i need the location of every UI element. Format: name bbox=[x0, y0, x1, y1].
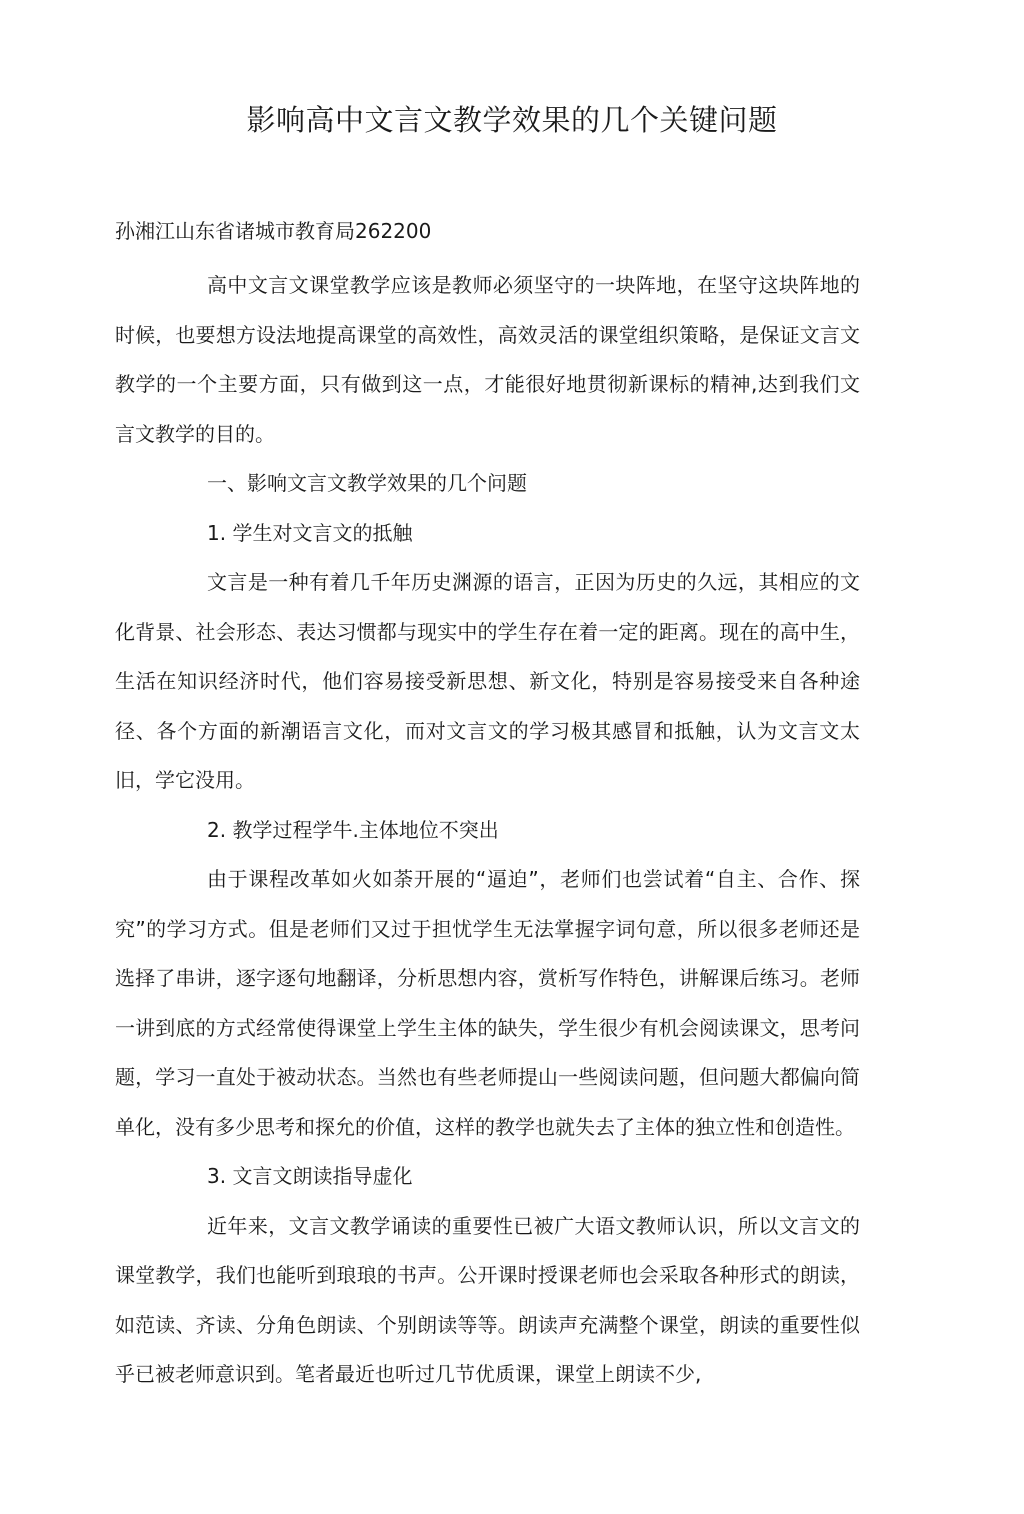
paragraph-2: 由于课程改革如火如荼开展的“逼迫”，老师们也尝试着“自主、合作、探究”的学习方式。伹是老师们又过于担忧学生无法掌握字词句意，所以很多老师还是选择了串讲，逐字逐句地翻译，分析思想内容，赏析写作特色，讲解课后练习。老师一讲到底的方式经常使得课堂上学生主体的缺失，学生很少有机会阅读课文，思考问题，学习一直处于被动状态。当然也有些老师提山一些阅读问题，但问题大都偏向简单化，没有多少思考和探允的价值，这样的教学也就失去了主体的独立性和创造性。 bbox=[115, 867, 860, 1139]
subsection-heading-2: 2. 教学过程学牛.主体地位不突出 bbox=[207, 817, 499, 842]
intro-paragraph: 高中文言文课堂教学应该是教师必须坚守的一块阵地，在坚守这块阵地的时候，也要想方设法地提高课堂的高效性，高效灵活的课堂组织策略，是保证文言文教学的一个主要方面，只有做到这一点，才能很好地贯彻新课标的精神,达到我们文言文教学的目的。 bbox=[115, 273, 860, 446]
subsection-heading-1: 1. 学生对文言文的抵触 bbox=[207, 520, 413, 545]
paragraph-1: 文言是一种有着几千年历史渊源的语言，正因为历史的久远，其相应的文化背景、社会形态、表达习惯都与现实中的学生存在着一定的距离。现在的高中生，生活在知识经济时代，他们容易接受新思想、新文化，特别是容易接受来自各种途径、各个方面的新潮语言文化，而对文言文的学习极其感冒和抵触，认为文言文太旧，学它没用。 bbox=[115, 570, 860, 792]
paragraph-3: 近年来，文言文教学诵读的重要性已被广大语文教师认识，所以文言文的课堂教学，我们也能听到琅琅的书声。公开课时授课老师也会采取各种形式的朗读，如范读、齐读、分角色朗读、个别朗读等等。朗读声充满整个课堂，朗读的重要性似乎已被老师意识到。笔者最近也听过几节优质课，课堂上朗读不少, bbox=[115, 1213, 860, 1386]
document-body bbox=[115, 261, 860, 1400]
author-line: 孙湘江山东省诸城市教育局262200 bbox=[115, 219, 432, 243]
document-title: 影响高中文言文教学效果的几个关键问题 bbox=[246, 103, 778, 137]
section-heading: 一、影响文言文教学效果的几个问题 bbox=[207, 471, 527, 495]
subsection-heading-3: 3. 文言文朗读指导虚化 bbox=[207, 1164, 413, 1188]
